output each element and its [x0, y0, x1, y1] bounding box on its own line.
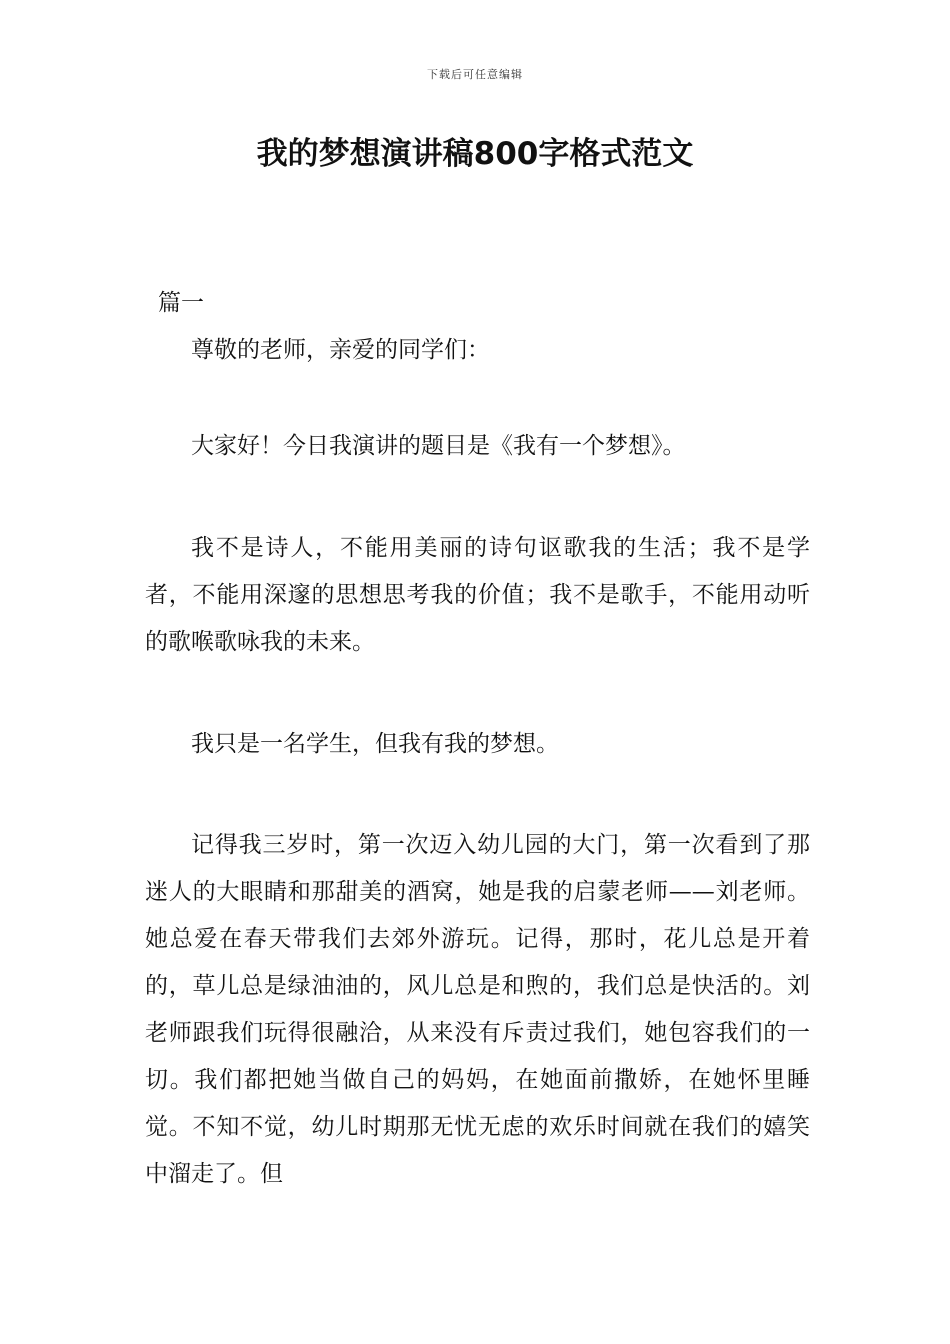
document-title: 我的梦想演讲稿800字格式范文: [256, 136, 694, 172]
paragraph-poet: 我不是诗人，不能用美丽的诗句讴歌我的生活；我不是学者，不能用深邃的思想思考我的价值；我不是歌手，不能用动听的歌喉歌咏我的未来。: [145, 535, 810, 655]
paragraph-student: 我只是一名学生，但我有我的梦想。: [191, 731, 559, 757]
paragraph-memory: 记得我三岁时，第一次迈入幼儿园的大门，第一次看到了那迷人的大眼睛和那甜美的酒窝，她是我的启蒙老师——刘老师。她总爱在春天带我们去郊外游玩。记得，那时，花儿总是开着的，草儿总是绿油油的，风儿总是和煦的，我们总是快活的。刘老师跟我们玩得很融洽，从来没有斥责过我们，她包容我们的一切。我们都把她当做自己的妈妈，在她面前撒娇，在她怀里睡觉。不知不觉，幼儿时期那无忧无虑的欢乐时间就在我们的嬉笑中溜走了。但: [145, 832, 810, 1187]
paragraph-greeting: 尊敬的老师，亲爱的同学们：: [191, 337, 490, 363]
header-note: 下载后可任意编辑: [427, 68, 523, 81]
section-label: 篇一: [158, 290, 204, 316]
paragraph-hello: 大家好！今日我演讲的题目是《我有一个梦想》。: [191, 433, 686, 459]
